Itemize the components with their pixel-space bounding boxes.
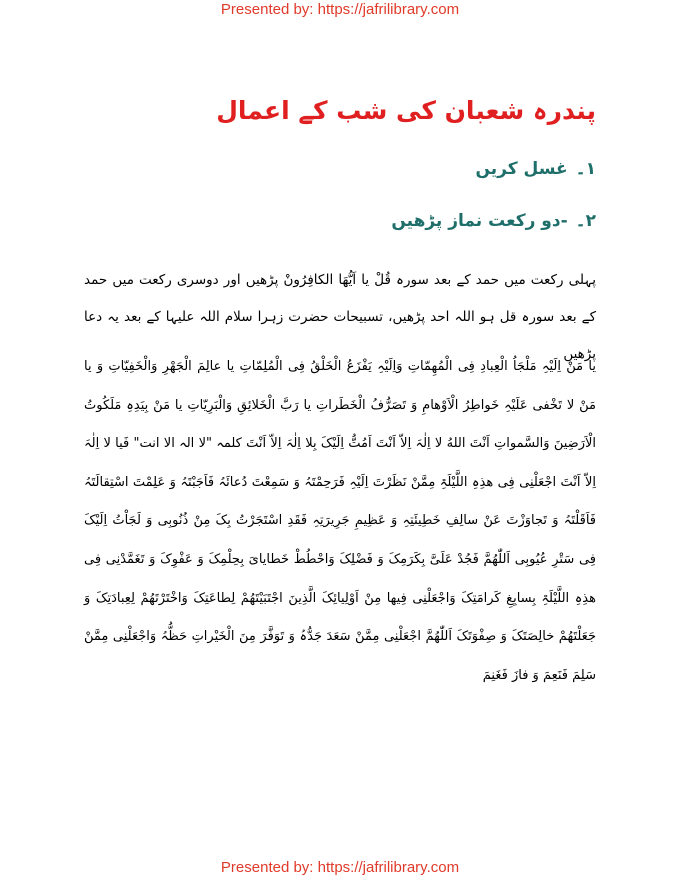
step-2-label: -دو رکعت نماز پڑھیں — [391, 211, 568, 231]
watermark-top: Presented by: https://jafrilibrary.com — [220, 1, 460, 18]
watermark-bottom: Presented by: https://jafrilibrary.com — [220, 859, 460, 876]
step-2-heading — [391, 206, 596, 236]
step-1-number: ۱۔ — [575, 159, 596, 179]
step-1-label: غسل کریں — [475, 159, 568, 179]
dua-text: یا مَنْ اِلَیْہِ مَلْجَاُ الْعِبادِ فِی الْمُھِمّاتِ وَاِلَیْہِ یَفْزَعُ الْخَلْقُ فِی الْمُلِمّاتِ یا عالِمَ الْجَھْرِ وَالْخَفِیّاتِ وَ یا مَنْ لا تَخْفی عَلَیْہِ خَواطِرُ الْاَوْھامِ وَ تَصَرُّفُ الْخَطَراتِ یا رَبَّ الْخَلائِقِ وَالْبَرِیّاتِ یا مَنْ بِیَدِہِ مَلَکُوتُ الْاَرَضِینَ وَالسَّمواتِ اَنْتَ اللهُ لا اِلٰہَ اِلاّ اَنْتَ اَمُتُّ اِلَیْکَ بِلا اِلٰہَ اِلاّ اَنْتَ کلمہ "لا الہ الا انت" فَیا لا اِلٰہَ اِلاّ اَنْتَ اجْعَلْنِی فِی ھذِہِ اللَّیْلَۃِ مِمَّنْ نَظَرْتَ اِلَیْہِ فَرَحِمْتَہُ وَ سَمِعْتَ دُعائَہُ فَاَجَبْتَہُ وَ عَلِمْتَ اسْتِقالَتَہُ فَاَقَلْتَہُ وَ تَجاوَزْتَ عَنْ سالِفِ خَطِیئَتِہِ وَ عَظِیمِ جَرِیرَتِہِ فَقَدِ اسْتَجَرْتُ بِکَ مِنْ ذُنُوبِی وَ لَجَاْتُ اِلَیْکَ فِی سَتْرِ عُیُوبِی اَللّٰھُمَّ فَجُدْ عَلَیَّ بِکَرَمِکَ وَ فَضْلِکَ وَاحْطُطْ خَطایایَ بِحِلْمِکَ وَ عَفْوِکَ وَ تَغَمَّدْنِی فِی ھذِہِ اللَّیْلَۃِ بِسابِغِ کَرامَتِکَ وَاجْعَلْنِی فِیھا مِنْ اَوْلِیائِکَ الَّذِینَ اجْتَبَیْتَھُمْ لِطاعَتِکَ وَاخْتَرْتَھُمْ لِعِبادَتِکَ وَ جَعَلْتَھُمْ خالِصَتَکَ وَ صِفْوَتَکَ اَللّٰھُمَّ اجْعَلْنِی مِمَّنْ سَعَدَ جَدُّہُ وَ تَوَفَّرَ مِنَ الْخَیْراتِ حَظُّہُ وَاجْعَلْنِی مِمَّنْ سَلِمَ فَنَعِمَ وَ فازَ فَغَنِمَ — [84, 359, 596, 683]
step-2-number: ۲۔ — [575, 211, 596, 231]
step-1-heading — [475, 154, 596, 184]
instruction-paragraph: پہلی رکعت میں حمد کے بعد سورہ قُلْ یا اَیُّھَا الکافِرُونْ پڑھیں اور دوسری رکعت میں حمد کے بعد سورہ قل ہو اللہ احد پڑھیں، تسبیحات حضرت زہرا سلام اللہ علیہا کے بعد یہ دعا پڑھیں — [84, 272, 596, 362]
page-title: پندرہ شعبان کی شب کے اعمال — [216, 96, 596, 125]
